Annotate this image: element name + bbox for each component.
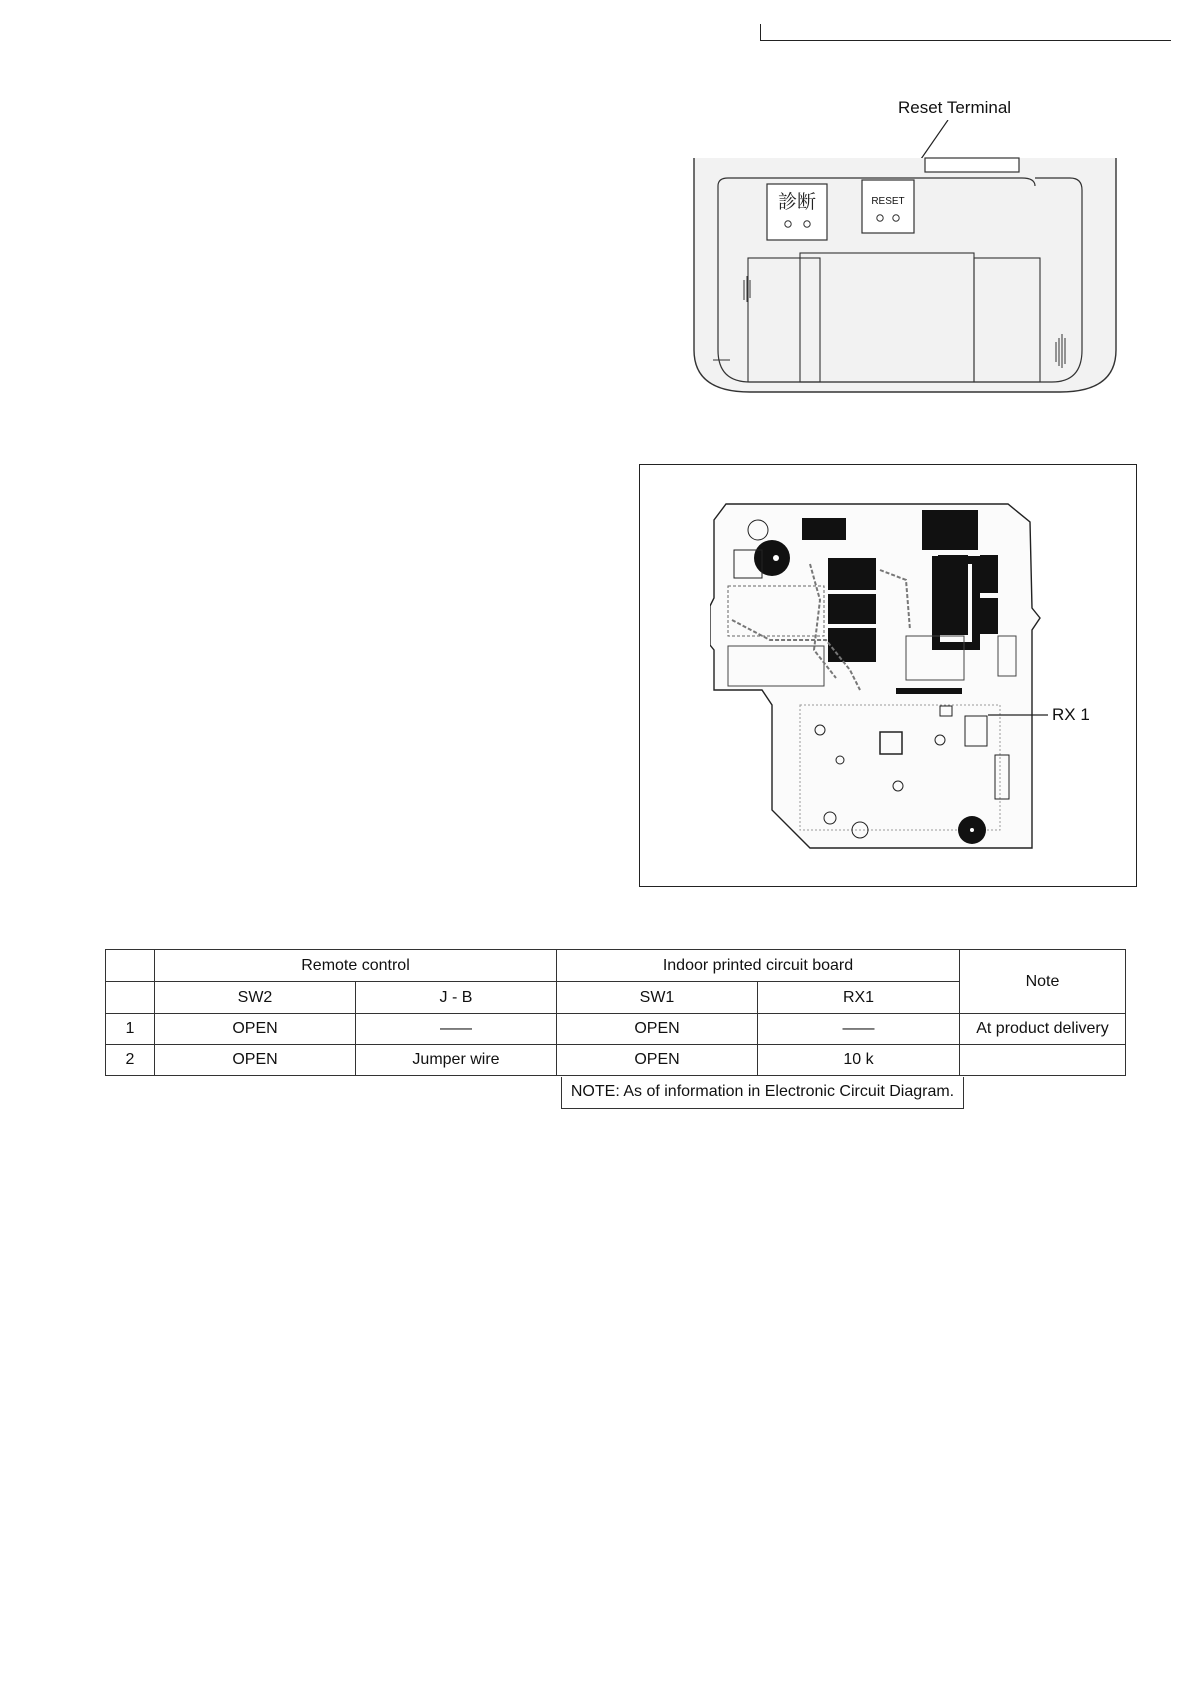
- table-footnote: NOTE: As of information in Electronic Circuit Diagram.: [561, 1077, 964, 1109]
- cell-rx1: 10 k: [758, 1045, 960, 1076]
- cell-note: At product delivery: [960, 1014, 1126, 1045]
- cell-jb: Jumper wire: [356, 1045, 557, 1076]
- header-indoor-pcb: Indoor printed circuit board: [557, 950, 960, 982]
- subheader-sw1: SW1: [557, 982, 758, 1014]
- subheader-sw2: SW2: [155, 982, 356, 1014]
- jumper-settings-table: [105, 949, 1126, 1076]
- remote-control-illustration: [690, 120, 1130, 400]
- subheader-jb: J - B: [356, 982, 557, 1014]
- header-remote-control: Remote control: [155, 950, 557, 982]
- cell-jb: ——: [356, 1014, 557, 1045]
- table-header-row: [106, 950, 1126, 982]
- diagnosis-label: 診断: [777, 191, 817, 213]
- cell-rx1: ——: [758, 1014, 960, 1045]
- table-row: [106, 1045, 1126, 1076]
- row-number: 1: [106, 1014, 155, 1045]
- reset-terminal-callout: Reset Terminal: [898, 98, 1012, 117]
- table-row: [106, 1014, 1126, 1045]
- table-corner-cell: [106, 950, 155, 982]
- header-note: Note: [960, 950, 1126, 1014]
- reset-label: RESET: [871, 196, 905, 207]
- page-header-rule: [760, 24, 1171, 41]
- cell-sw1: OPEN: [557, 1045, 758, 1076]
- cell-sw1: OPEN: [557, 1014, 758, 1045]
- row-number: 2: [106, 1045, 155, 1076]
- pcb-illustration: [710, 500, 1050, 860]
- subheader-rx1: RX1: [758, 982, 960, 1014]
- cell-sw2: OPEN: [155, 1014, 356, 1045]
- subheader-blank-cell: [106, 982, 155, 1014]
- rx1-label: RX 1: [1052, 705, 1090, 724]
- cell-note: [960, 1045, 1126, 1076]
- cell-sw2: OPEN: [155, 1045, 356, 1076]
